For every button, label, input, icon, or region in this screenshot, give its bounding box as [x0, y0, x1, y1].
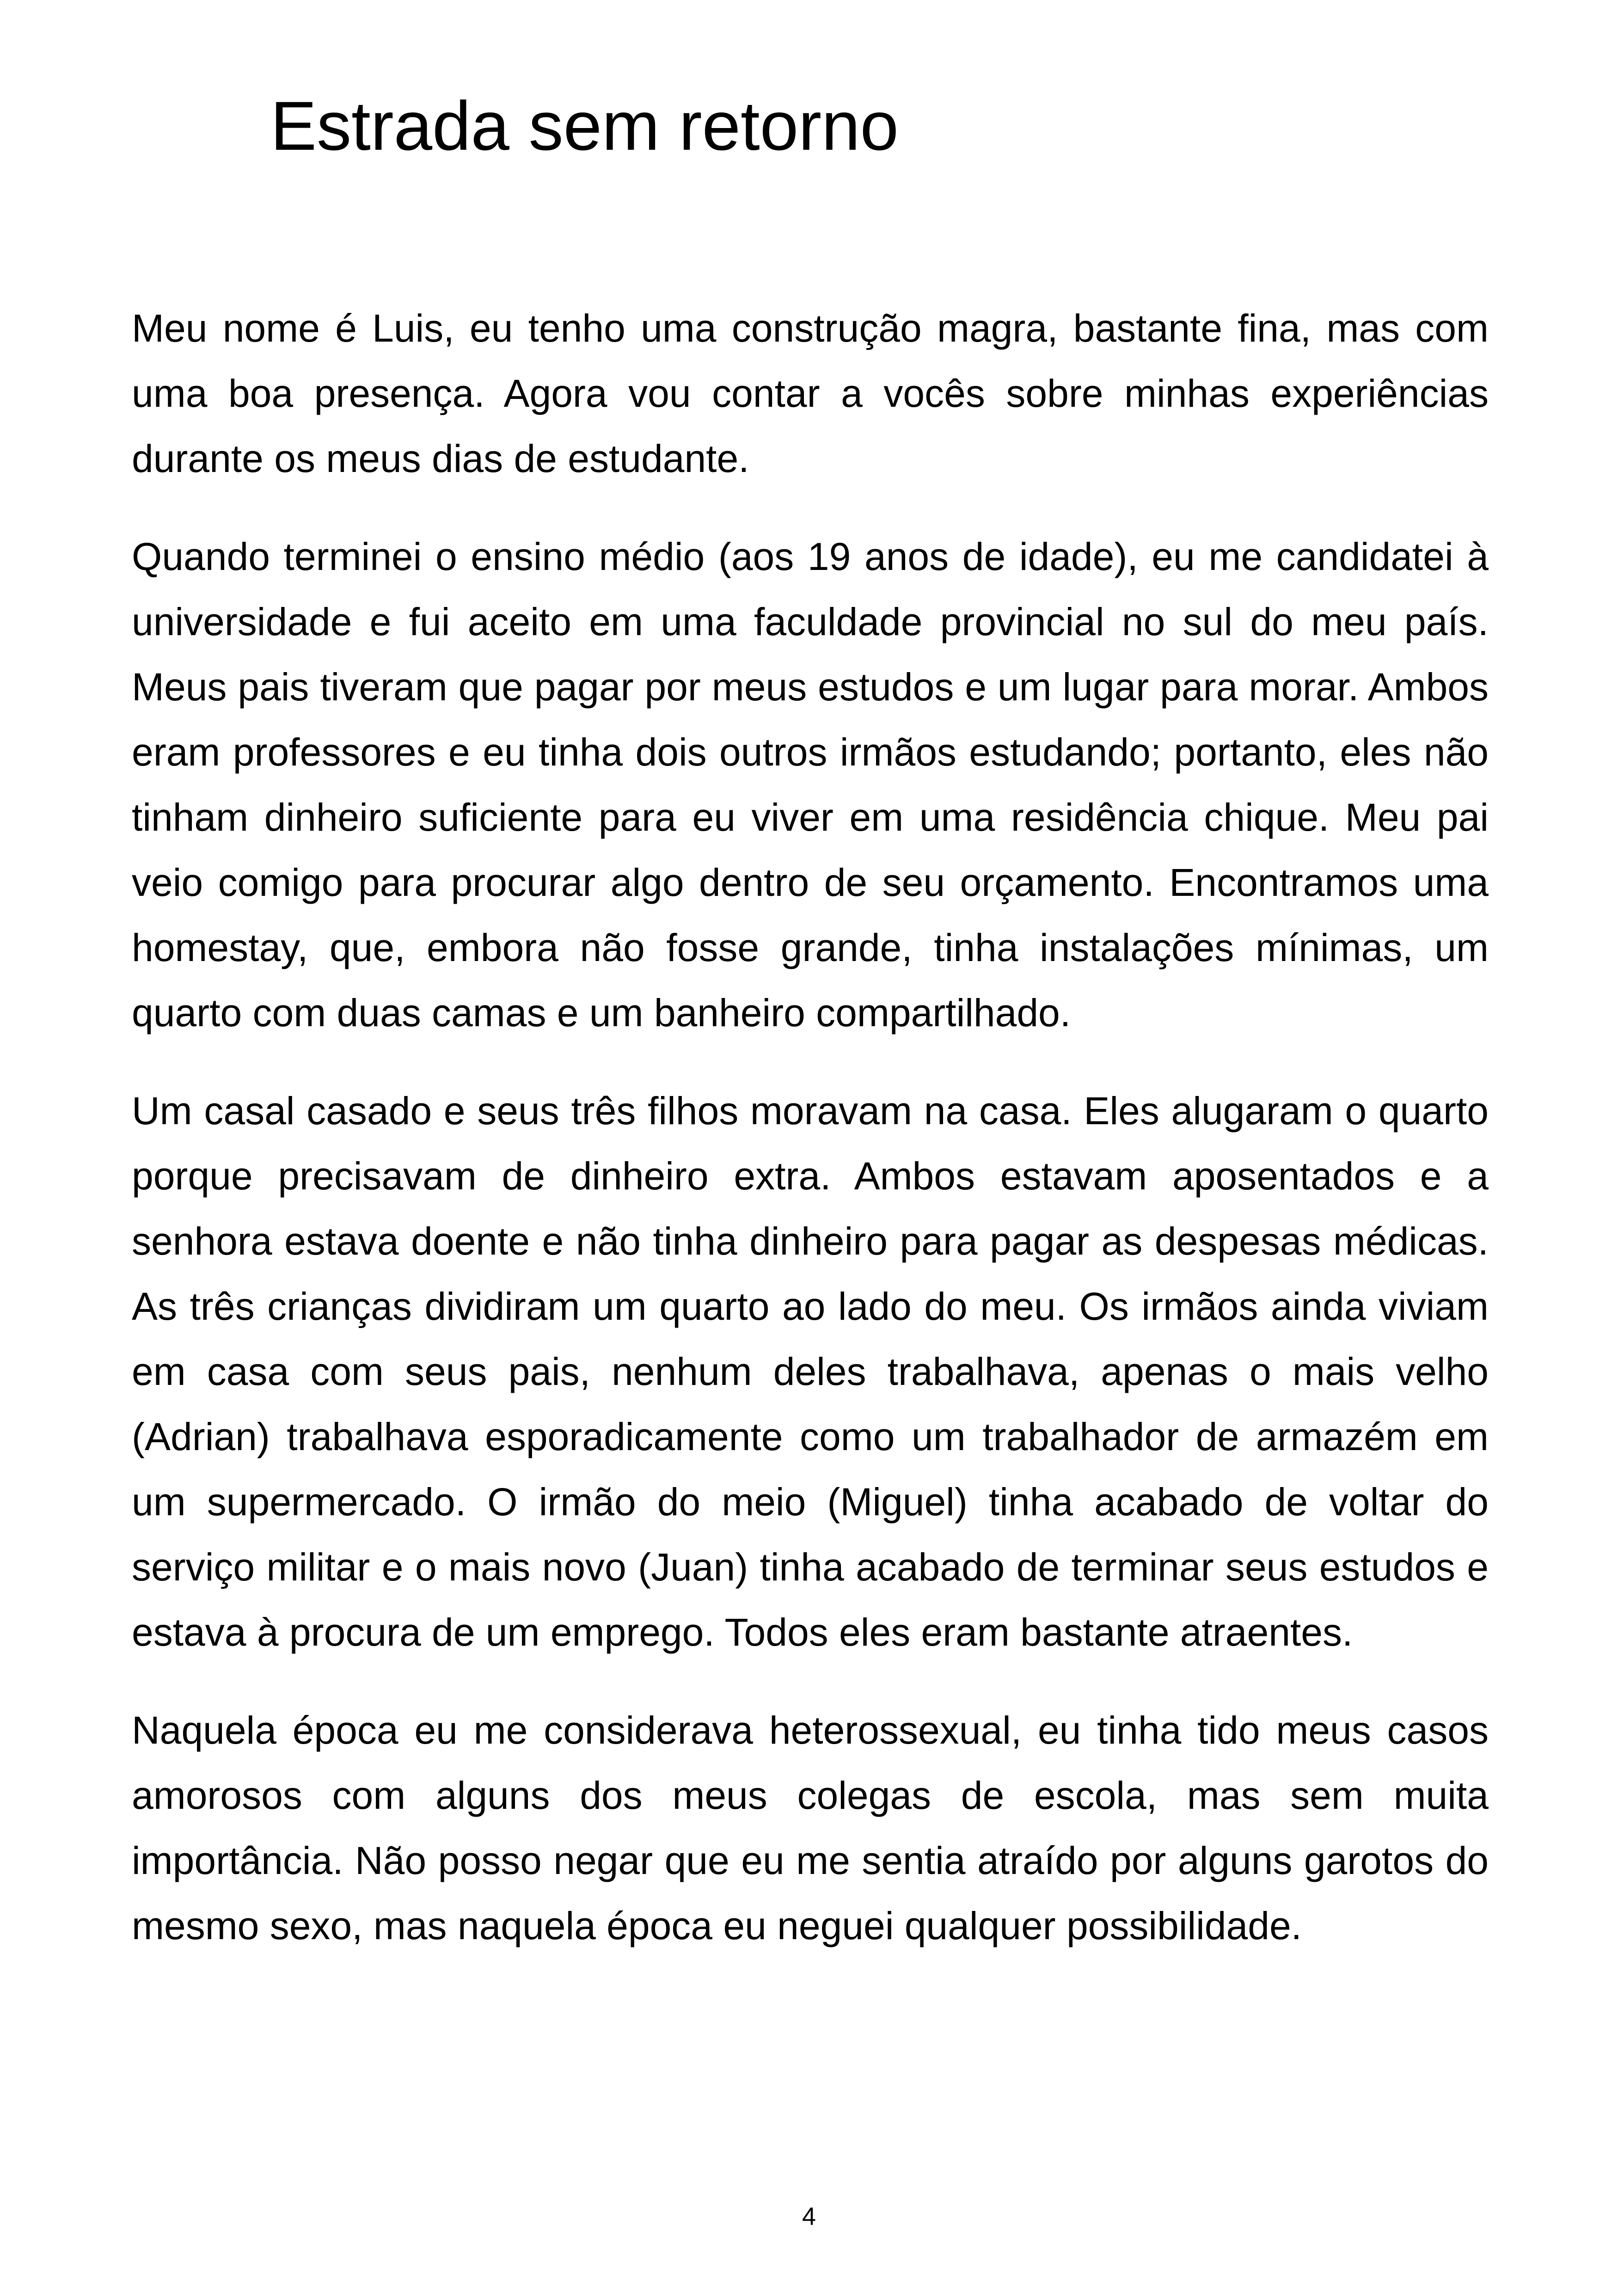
body-text — [132, 296, 1489, 1991]
chapter-title: Estrada sem retorno — [270, 87, 899, 165]
paragraph-3: Um casal casado e seus três filhos moravam na casa. Eles alugaram o quarto porque precisavam de dinheiro extra. Ambos estavam aposentados e a senhora estava doente e não tinha dinheiro para pagar as despesas médicas. As três crianças dividiram um quarto ao lado do meu. Os irmãos ainda viviam em casa com seus pais, nenhum deles trabalhava, apenas o mais velho (Adrian) trabalhava esporadicamente como um trabalhador de armazém em um supermercado. O irmão do meio (Miguel) tinha acabado de voltar do serviço militar e o mais novo (Juan) tinha acabado de terminar seus estudos e estava à procura de um emprego. Todos eles eram bastante atraentes. — [132, 1089, 1489, 1654]
page-number: 4 — [802, 2203, 816, 2230]
paragraph-2: Quando terminei o ensino médio (aos 19 anos de idade), eu me candidatei à universidade e fui aceito em uma faculdade provincial no sul do meu país. Meus pais tiveram que pagar por meus estudos e um lugar para morar. Ambos eram professores e eu tinha dois outros irmãos estudando; portanto, eles não tinham dinheiro suficiente para eu viver em uma residência chique. Meu pai veio comigo para procurar algo dentro de seu orçamento. Encontramos uma homestay, que, embora não fosse grande, tinha instalações mínimas, um quarto com duas camas e um banheiro compartilhado. — [132, 535, 1489, 1035]
paragraph-4: Naquela época eu me considerava heterossexual, eu tinha tido meus casos amorosos com alguns dos meus colegas de escola, mas sem muita importância. Não posso negar que eu me sentia atraído por alguns garotos do mesmo sexo, mas naquela época eu neguei qualquer possibilidade. — [132, 1708, 1489, 1947]
paragraph-1: Meu nome é Luis, eu tenho uma construção magra, bastante fina, mas com uma boa presença. Agora vou contar a vocês sobre minhas experiências durante os meus dias de estudante. — [132, 306, 1489, 480]
